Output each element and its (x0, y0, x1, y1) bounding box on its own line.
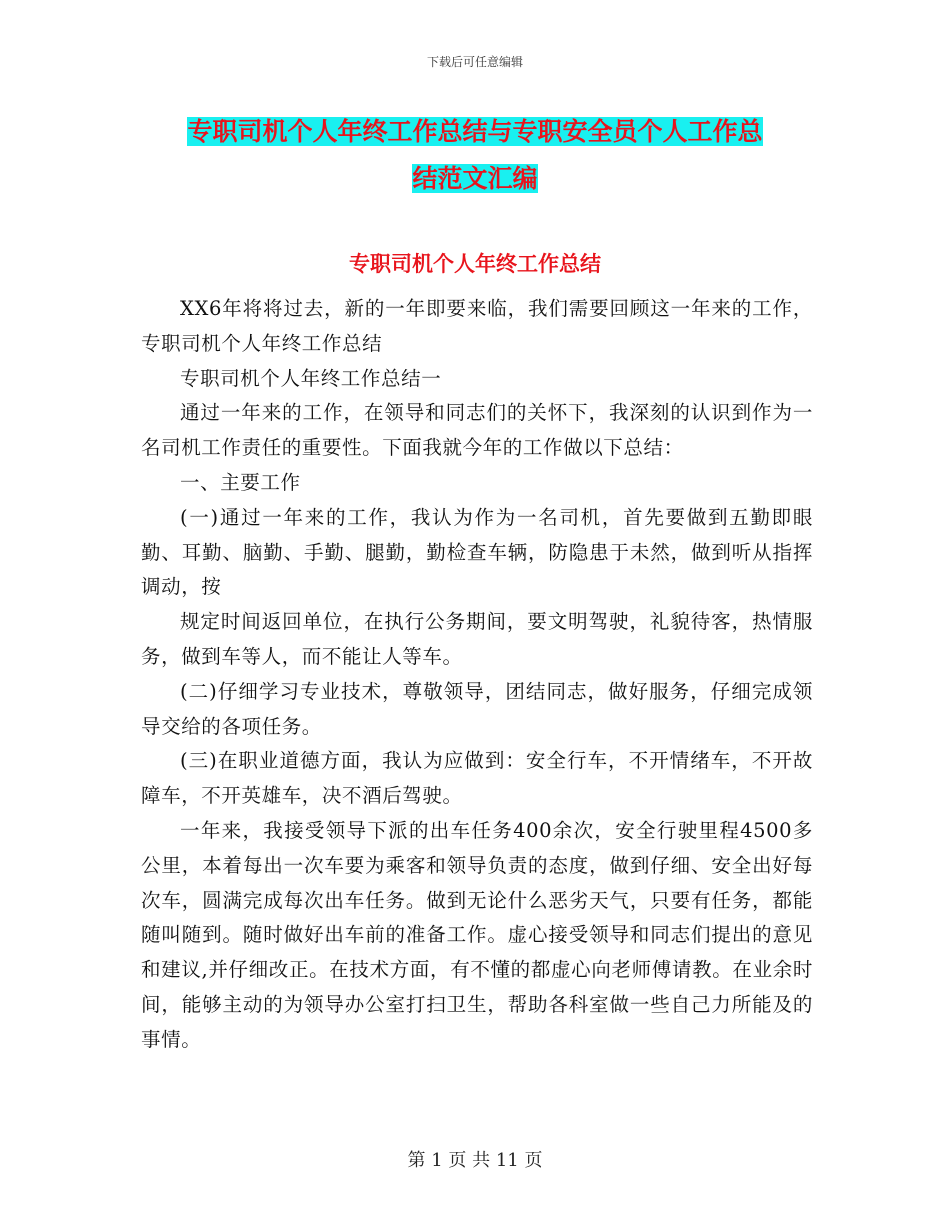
paragraph: (二)仔细学习专业技术，尊敬领导，团结同志，做好服务，仔细完成领导交给的各项任务。 (141, 679, 813, 738)
paragraph: (三)在职业道德方面，我认为应做到：安全行车，不开情绪车，不开故障车，不开英雄车，决不酒后驾驶。 (141, 749, 813, 808)
paragraph: 规定时间返回单位，在执行公务期间，要文明驾驶，礼貌待客，热情服务，做到车等人，而不能让人等车。 (141, 610, 813, 668)
paragraph: 专职司机个人年终工作总结一 (180, 366, 442, 390)
paragraph: 一、主要工作 (180, 470, 301, 494)
document-title-line-1: 专职司机个人年终工作总结与专职安全员个人工作总 (187, 117, 763, 146)
paragraph: XX6年将将过去，新的一年即要来临，我们需要回顾这一年来的工作，专职司机个人年终工作总结 (141, 297, 813, 355)
section-title: 专职司机个人年终工作总结 (349, 252, 601, 276)
document-title (140, 108, 810, 202)
page-number-label: 第 1 页 共 11 页 (407, 1150, 543, 1171)
document-title-line-2: 结范文汇编 (412, 164, 538, 193)
header-note: 下载后可任意编辑 (426, 55, 523, 69)
paragraph: 通过一年来的工作，在领导和同志们的关怀下，我深刻的认识到作为一名司机工作责任的重要性。下面我就今年的工作做以下总结： (141, 401, 813, 460)
page-number (0, 1146, 950, 1172)
body-text (141, 292, 813, 1058)
paragraph: 一年来，我接受领导下派的出车任务400余次，安全行驶里程4500多公里，本着每出一次车要为乘客和领导负责的态度，做到仔细、安全出好每次车，圆满完成每次出车任务。做到无论什么恶劣天气，只要有任务，都能随叫随到。随时做好出车前的准备工作。虚心接受领导和同志们提出的意见和建议,并仔细改正。在技术方面，有不懂的都虚心向老师傅请教。在业余时间，能够主动的为领导办公室打扫卫生，帮助各科室做一些自己力所能及的事情。 (141, 818, 813, 1051)
paragraph: (一)通过一年来的工作，我认为作为一名司机，首先要做到五勤即眼勤、耳勤、脑勤、手勤、腿勤，勤检查车辆，防隐患于未然，做到听从指挥调动，按 (141, 505, 813, 599)
